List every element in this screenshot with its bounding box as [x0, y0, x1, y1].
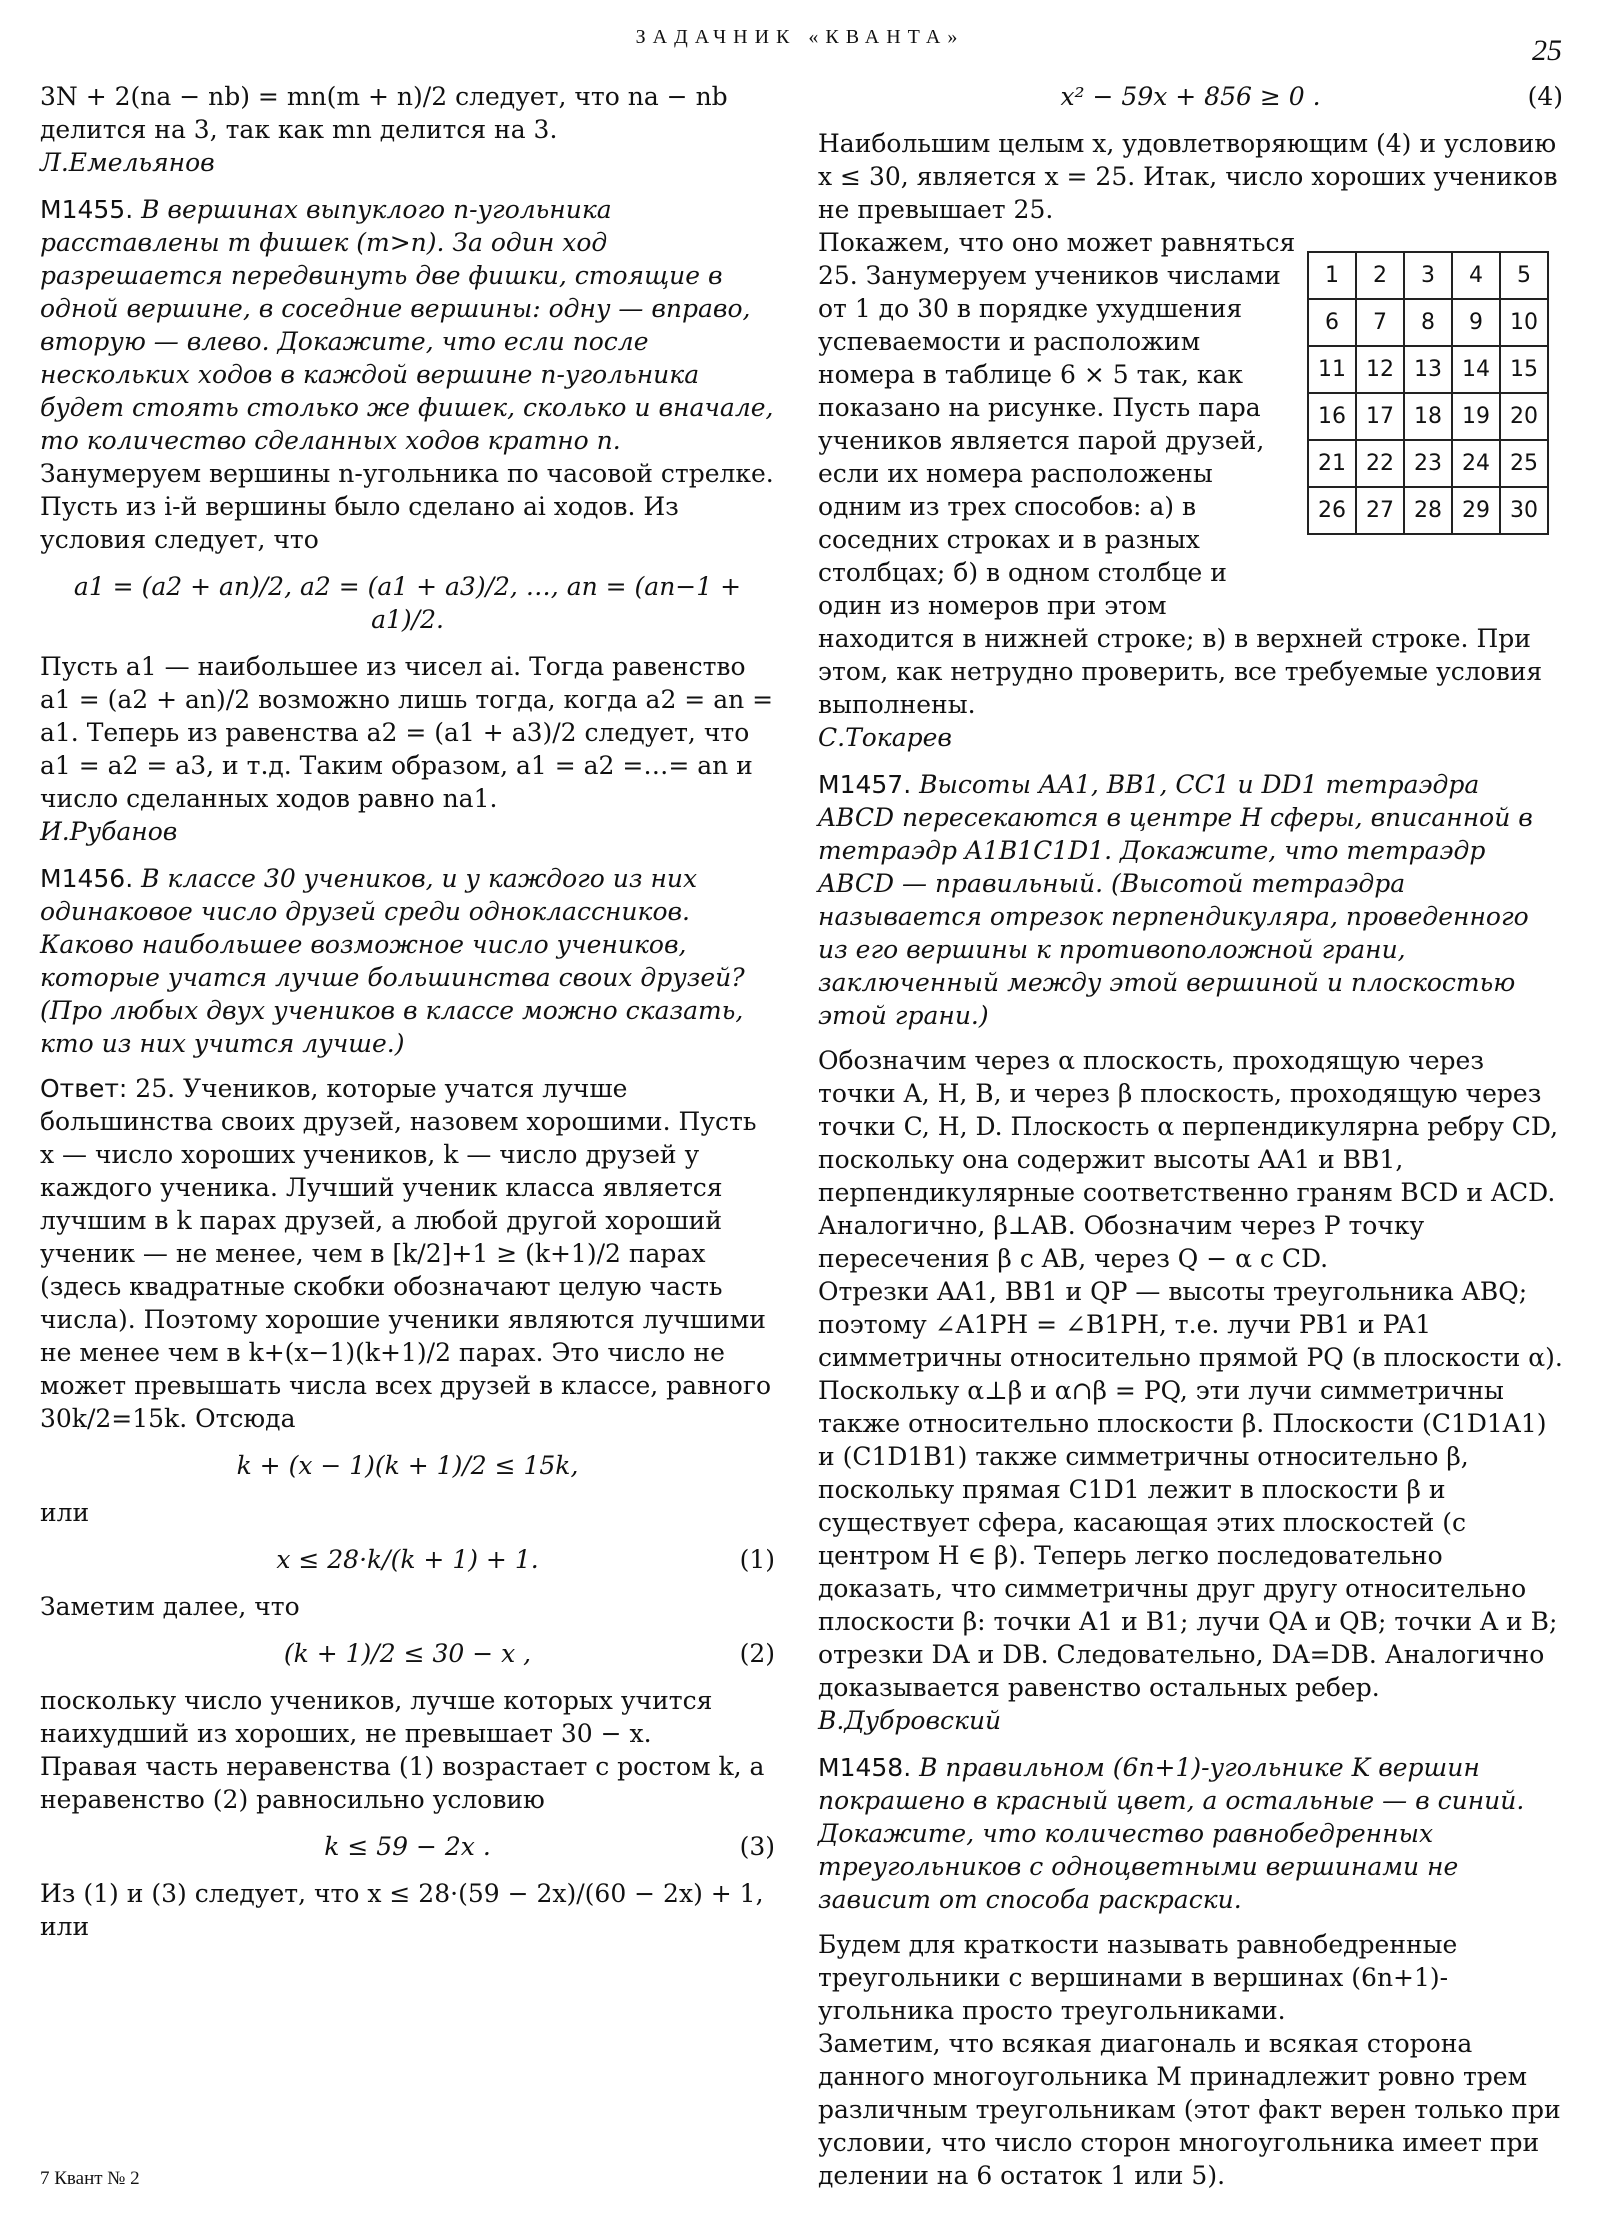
table-cell: 11	[1308, 346, 1356, 393]
table-cell: 8	[1404, 299, 1452, 346]
table-cell: 12	[1356, 346, 1404, 393]
author: Л.Емельянов	[40, 148, 215, 177]
page-number: 25	[1532, 34, 1562, 67]
table-body	[1308, 252, 1548, 534]
table-cell: 2	[1356, 252, 1404, 299]
paragraph: Отрезки AA1, BB1 и QP — высоты треугольника ABQ; поэтому ∠A1PH = ∠B1PH, т.е. лучи PB1 и PA1 симметричны относительно прямой PQ (в плоскости α). Поскольку α⊥β и α∩β = PQ, эти лучи симметричны также относительно плоскости β. Плоскости (C1D1A1) и (C1D1B1) также симметричны относительно β, поскольку прямая C1D1 лежит в плоскости β и существует сфера, касающая этих плоскостей (с центром H ∈ β). Теперь легко последовательно доказать, что симметричны друг другу относительно плоскости β: точки A1 и B1; лучи QA и QB; точки A и B; отрезки DA и DB. Следовательно, DA=DB. Аналогично доказывается равенство остальных ребер.	[818, 1277, 1563, 1702]
table-cell: 20	[1500, 393, 1548, 440]
table-cell: 26	[1308, 487, 1356, 534]
problem-m1456	[40, 862, 775, 1060]
table-cell: 29	[1452, 487, 1500, 534]
author: И.Рубанов	[40, 817, 178, 846]
table-cell: 30	[1500, 487, 1548, 534]
paragraph: Пусть a1 — наибольшее из чисел ai. Тогда равенство a1 = (a2 + an)/2 возможно лишь тогда, когда a2 = an = a1. Теперь из равенства a2 = (a1 + a3)/2 следует, что a1 = a2 = a3, и т.д. Таким образом, a1 = a2 =…= an и число сделанных ходов равно na1.	[40, 652, 774, 813]
table-cell: 7	[1356, 299, 1404, 346]
table-cell: 1	[1308, 252, 1356, 299]
table-cell: 13	[1404, 346, 1452, 393]
table-cell: 3	[1404, 252, 1452, 299]
author: С.Токарев	[818, 723, 952, 752]
left-column	[40, 80, 775, 1943]
equation-body: x ≤ 28·k/(k + 1) + 1.	[276, 1545, 539, 1574]
problem-code: М1456.	[40, 864, 134, 893]
paragraph: 3N + 2(na − nb) = mn(m + n)/2 следует, что na − nb делится на 3, так как mn делится на 3.	[40, 82, 728, 144]
equation: k + (x − 1)(k + 1)/2 ≤ 15k,	[236, 1451, 579, 1480]
table-cell: 25	[1500, 440, 1548, 487]
table-row	[1308, 346, 1548, 393]
paragraph: Занумеруем вершины n-угольника по часовой стрелке. Пусть из i-й вершины было сделано ai ходов. Из условия следует, что	[40, 459, 774, 554]
answer-text: 25. Учеников, которые учатся лучше большинства своих друзей, назовем хорошими. Пусть x — число хороших учеников, k — число друзей у каждого ученика. Лучший ученик класса является лучшим в k парах друзей, а любой другой хороший ученик — не менее, чем в [k/2]+1 ≥ (k+1)/2 парах (здесь квадратные скобки обозначают целую часть числа). Поэтому хорошие ученики являются лучшими не менее чем в k+(x−1)(k+1)/2 парах. Это число не может превышать числа всех друзей в классе, равного 30k/2=15k. Отсюда	[40, 1074, 771, 1433]
problem-m1455	[40, 193, 775, 457]
table-row	[1308, 252, 1548, 299]
page-footer: 7 Квант № 2	[40, 2168, 140, 2189]
table-cell: 24	[1452, 440, 1500, 487]
equation-body: x² − 59x + 856 ≥ 0 .	[1060, 82, 1321, 111]
table-cell: 5	[1500, 252, 1548, 299]
paragraph: Наибольшим целым x, удовлетворяющим (4) и условию x ≤ 30, является x = 25. Итак, число хороших учеников не превышает 25.	[818, 129, 1558, 224]
table-cell: 4	[1452, 252, 1500, 299]
table-cell: 22	[1356, 440, 1404, 487]
paragraph: поскольку число учеников, лучше которых учится наихудший из хороших, не превышает 30 − x.	[40, 1686, 713, 1748]
paragraph: или	[40, 1498, 90, 1527]
equation-number: (2)	[739, 1639, 775, 1668]
equation: a1 = (a2 + an)/2, a2 = (a1 + a3)/2, …, an = (an−1 + a1)/2.	[73, 572, 742, 634]
table-cell: 16	[1308, 393, 1356, 440]
table-cell: 15	[1500, 346, 1548, 393]
table-cell: 9	[1452, 299, 1500, 346]
paragraph: Из (1) и (3) следует, что x ≤ 28·(59 − 2x)/(60 − 2x) + 1, или	[40, 1879, 764, 1941]
paragraph: Обозначим через α плоскость, проходящую через точки A, H, B, и через β плоскость, проходящую через точки C, H, D. Плоскость α перпендикулярна ребру CD, поскольку она содержит высоты AA1 и BB1, перпендикулярные соответственно граням BCD и ACD. Аналогично, β⊥AB. Обозначим через P точку пересечения β с AB, через Q − α с CD.	[818, 1046, 1559, 1273]
answer-label: Ответ:	[40, 1074, 128, 1103]
problem-code: М1458.	[818, 1753, 912, 1782]
equation-number: (1)	[739, 1545, 775, 1574]
paragraph: Правая часть неравенства (1) возрастает с ростом k, а неравенство (2) равносильно условию	[40, 1752, 765, 1814]
equation-number: (3)	[739, 1832, 775, 1861]
table-row	[1308, 487, 1548, 534]
equation-4	[818, 80, 1563, 113]
problem-code: М1455.	[40, 195, 134, 224]
table-cell: 19	[1452, 393, 1500, 440]
paragraph: Покажем, что оно может равняться 25. Занумеруем учеников числами от 1 до 30 в порядке ухудшения успеваемости и расположим номера в таблице 6 × 5 так, как показано на рисунке. Пусть пара учеников является парой друзей, если их номера расположены одним из трех способов: а) в соседних строках и в разных столбцах; б) в одном столбце и один из номеров при этом	[818, 228, 1296, 620]
paragraph: Заметим, что всякая диагональ и всякая сторона данного многоугольника M принадлежит ровно трем различным треугольникам (этот факт верен только при условии, что число сторон многоугольника имеет при делении на 6 остаток 1 или 5).	[818, 2029, 1561, 2190]
equation-body: k ≤ 59 − 2x .	[324, 1832, 491, 1861]
problem-statement: В классе 30 учеников, и у каждого из них одинаковое число друзей среди одноклассников. Каково наибольшее возможное число учеников, которые учатся лучше большинства своих друзей? (Про любых двух учеников в классе можно сказать, кто из них учится лучше.)	[40, 864, 745, 1058]
running-header: ЗАДАЧНИК «КВАНТА»	[635, 26, 965, 48]
equation-number: (4)	[1527, 82, 1563, 111]
table-cell: 18	[1404, 393, 1452, 440]
table-row	[1308, 299, 1548, 346]
problem-statement: Высоты AA1, BB1, CC1 и DD1 тетраэдра ABCD пересекаются в центре H сферы, вписанной в тетраэдр A1B1C1D1. Докажите, что тетраэдр ABCD — правильный. (Высотой тетраэдра называется отрезок перпендикуляра, проведенного из его вершины к противоположной грани, заключенный между этой вершиной и плоскостью этой грани.)	[818, 770, 1533, 1030]
problem-m1458	[818, 1751, 1563, 1916]
table-cell: 23	[1404, 440, 1452, 487]
table-cell: 10	[1500, 299, 1548, 346]
equation-2	[40, 1637, 775, 1670]
equation-1	[40, 1543, 775, 1576]
paragraph: Будем для краткости называть равнобедренные треугольники с вершинами в вершинах (6n+1)-угольника просто треугольниками.	[818, 1930, 1458, 2025]
paragraph: находится в нижней строке; в) в верхней строке. При этом, как нетрудно проверить, все требуемые условия выполнены.	[818, 624, 1543, 719]
equation-body: (k + 1)/2 ≤ 30 − x ,	[283, 1639, 532, 1668]
problem-code: М1457.	[818, 770, 912, 799]
table-cell: 27	[1356, 487, 1404, 534]
author: В.Дубровский	[818, 1706, 1002, 1735]
table-cell: 14	[1452, 346, 1500, 393]
problem-statement: В вершинах выпуклого n-угольника расставлены m фишек (m>n). За один ход разрешается передвинуть две фишки, стоящие в одной вершине, в соседние вершины: одну — вправо, вторую — влево. Докажите, что если после нескольких ходов в каждой вершине n-угольника будет стоять столько же фишек, сколько и вначале, то количество сделанных ходов кратно n.	[40, 195, 774, 455]
table-row	[1308, 440, 1548, 487]
problem-m1457	[818, 768, 1563, 1032]
equation-3	[40, 1830, 775, 1863]
table-cell: 28	[1404, 487, 1452, 534]
table-cell: 21	[1308, 440, 1356, 487]
table-row	[1308, 393, 1548, 440]
paragraph: Заметим далее, что	[40, 1592, 300, 1621]
table-cell: 17	[1356, 393, 1404, 440]
student-number-table	[1307, 251, 1549, 535]
table-cell: 6	[1308, 299, 1356, 346]
problem-statement: В правильном (6n+1)-угольнике K вершин покрашено в красный цвет, а остальные — в синий. Докажите, что количество равнобедренных треугольников с одноцветными вершинами не зависит от способа раскраски.	[818, 1753, 1525, 1914]
paragraph	[40, 1072, 775, 1435]
